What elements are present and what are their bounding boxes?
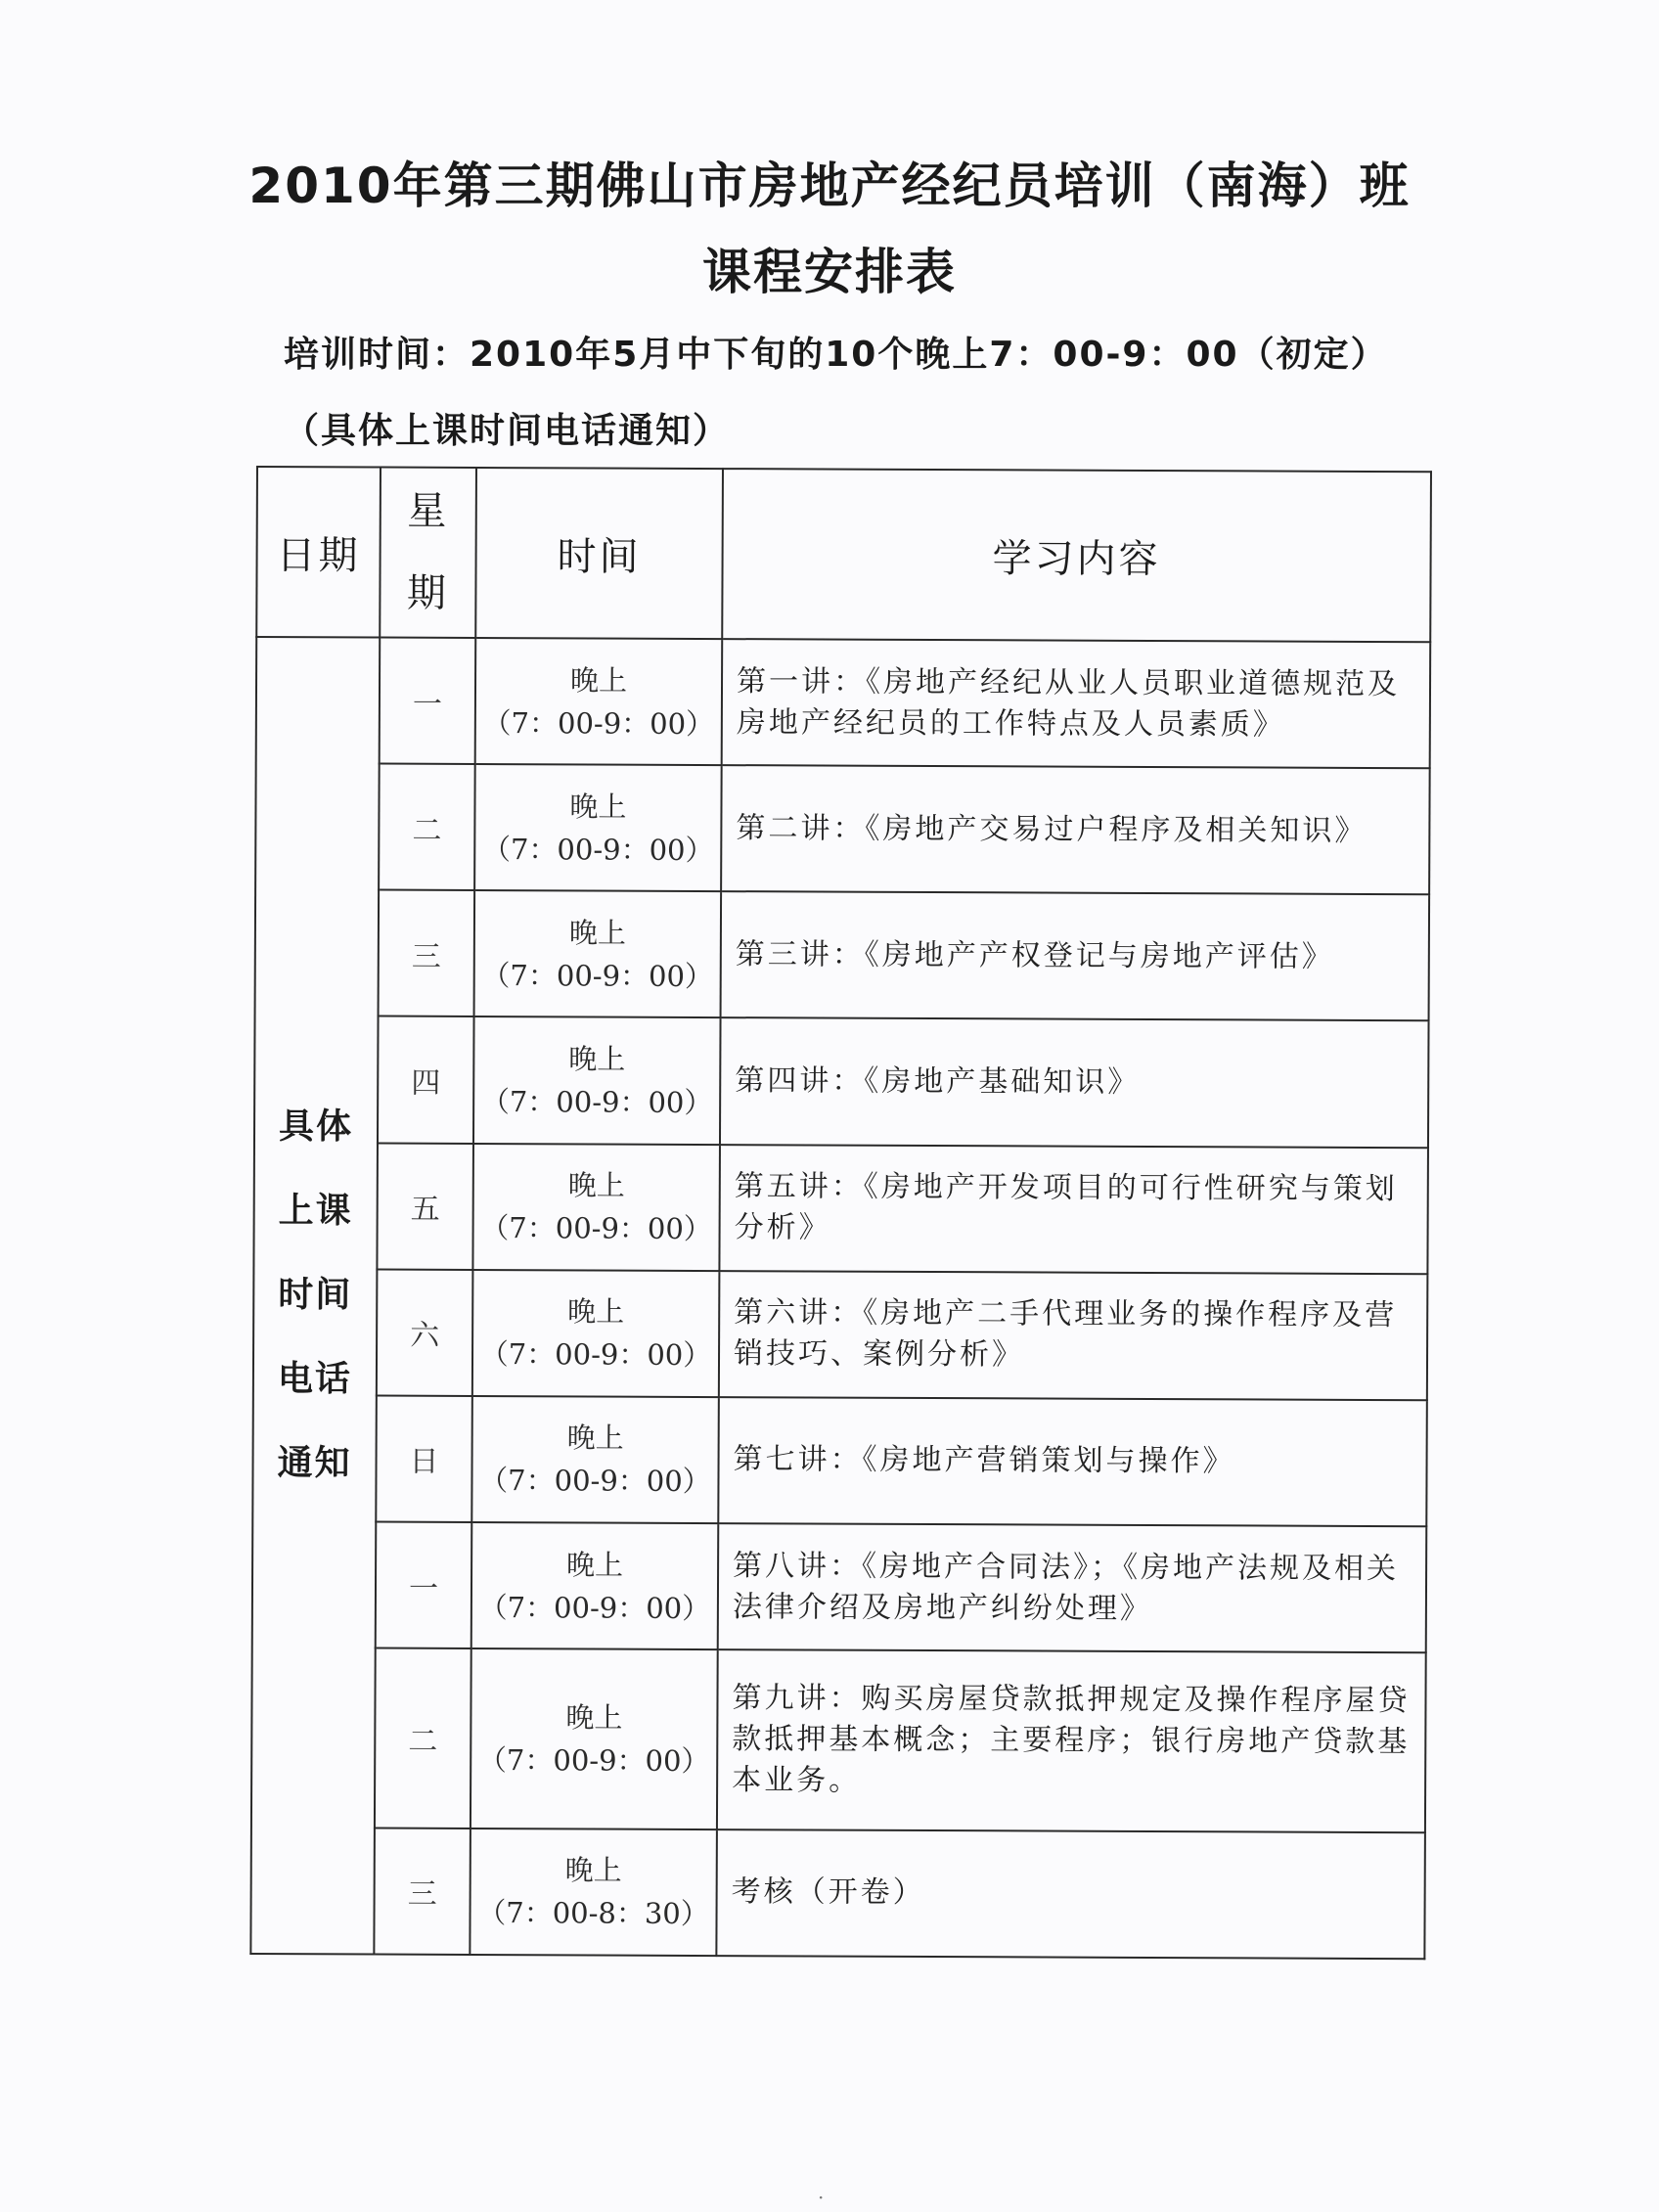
content-cell: 第九讲：购买房屋贷款抵押规定及操作程序屋贷款抵押基本概念；主要程序；银行房地产贷款基本业务。 [717,1649,1426,1832]
time-range: （7：00-9：00） [477,1742,710,1778]
time-cell [474,764,722,891]
time-cell [471,1648,718,1829]
time-label: 晚上 [565,1700,623,1735]
time-cell [472,1144,720,1271]
time-label: 晚上 [566,1421,624,1456]
time-range: （7：00-9：00） [479,1464,711,1499]
weekday-cell: 二 [375,1648,471,1828]
time-range: （7：00-9：00） [479,1337,712,1373]
table-row [251,1648,1426,1832]
table-row [256,637,1431,768]
table-row [253,1143,1428,1274]
weekday-cell: 一 [380,638,476,765]
table-row [253,1269,1428,1400]
content-cell: 第三讲：《房地产产权登记与房地产评估》 [721,891,1430,1020]
weekday-cell: 五 [377,1143,473,1270]
time-label: 晚上 [568,916,626,950]
content-cell: 第四讲：《房地产基础知识》 [720,1017,1429,1147]
time-label: 晚上 [569,662,628,698]
time-label: 晚上 [566,1547,624,1582]
time-label: 晚上 [564,1853,622,1888]
time-range: （7：00-8：30） [477,1896,709,1931]
content-cell: 第八讲：《房地产合同法》；《房地产法规及相关法律介绍及房地产纠纷处理》 [718,1523,1427,1652]
table-row [255,763,1430,894]
time-range: （7：00-9：00） [482,705,715,741]
weekday-cell: 日 [376,1395,472,1522]
content-cell: 考核（开卷） [716,1829,1425,1959]
time-cell [475,638,723,765]
schedule-table [249,466,1432,1960]
table-row [252,1521,1427,1652]
date-line: 具体 [278,1106,354,1148]
table-row [254,1016,1429,1147]
weekday-cell: 一 [376,1522,472,1649]
table-header-row [256,467,1431,642]
table-row [252,1395,1427,1526]
date-line: 通知 [277,1443,352,1484]
document-subtitle: 课程安排表 [702,244,957,300]
weekday-cell: 二 [379,764,475,891]
time-range: （7：00-9：00） [480,1084,713,1120]
time-range: （7：00-9：00） [481,958,714,993]
weekday-cell: 三 [374,1828,471,1955]
date-line: 电话 [277,1359,353,1400]
weekday-cell: 六 [377,1269,473,1396]
training-time-text: 培训时间：2010年5月中下旬的10个晚上7：00-9：00（初定） [284,335,1388,375]
content-cell: 第五讲：《房地产开发项目的可行性研究与策划分析》 [719,1145,1428,1274]
time-cell [470,1828,717,1956]
date-line: 时间 [278,1275,353,1316]
table-row [255,889,1430,1020]
header-weekday-line1: 星 [407,488,450,534]
header-content: 学习内容 [722,469,1431,642]
page-mark: · [818,2186,825,2209]
time-label: 晚上 [567,1294,625,1329]
time-label: 晚上 [567,1168,625,1202]
time-range: （7：00-9：00） [481,832,714,867]
time-cell [473,1016,721,1144]
time-range: （7：00-9：00） [478,1590,711,1625]
weekday-cell: 三 [379,890,475,1017]
table-row [250,1828,1425,1959]
time-label: 晚上 [569,790,627,824]
time-range: （7：00-9：00） [480,1211,712,1246]
header-date: 日期 [256,467,381,638]
time-label: 晚上 [568,1042,626,1076]
header-weekday-line2: 期 [406,570,450,616]
time-cell [474,890,722,1017]
content-cell: 第六讲：《房地产二手代理业务的操作程序及营销技巧、案例分析》 [719,1271,1428,1400]
date-cell [250,637,380,1955]
header-time: 时间 [475,468,723,639]
content-cell: 第七讲：《房地产营销策划与操作》 [718,1397,1427,1526]
time-cell [472,1270,720,1397]
content-cell: 第二讲：《房地产交易过户程序及相关知识》 [721,765,1430,894]
document-title: 2010年第三期佛山市房地产经纪员培训（南海）班 [248,158,1411,214]
time-cell [471,1396,719,1523]
date-line: 上课 [278,1191,353,1232]
notice-text: （具体上课时间电话通知） [284,411,731,451]
time-cell [471,1522,719,1649]
header-weekday [380,468,476,638]
weekday-cell: 四 [378,1016,474,1144]
content-cell: 第一讲：《房地产经纪从业人员职业道德规范及房地产经纪员的工作特点及人员素质》 [722,639,1431,768]
